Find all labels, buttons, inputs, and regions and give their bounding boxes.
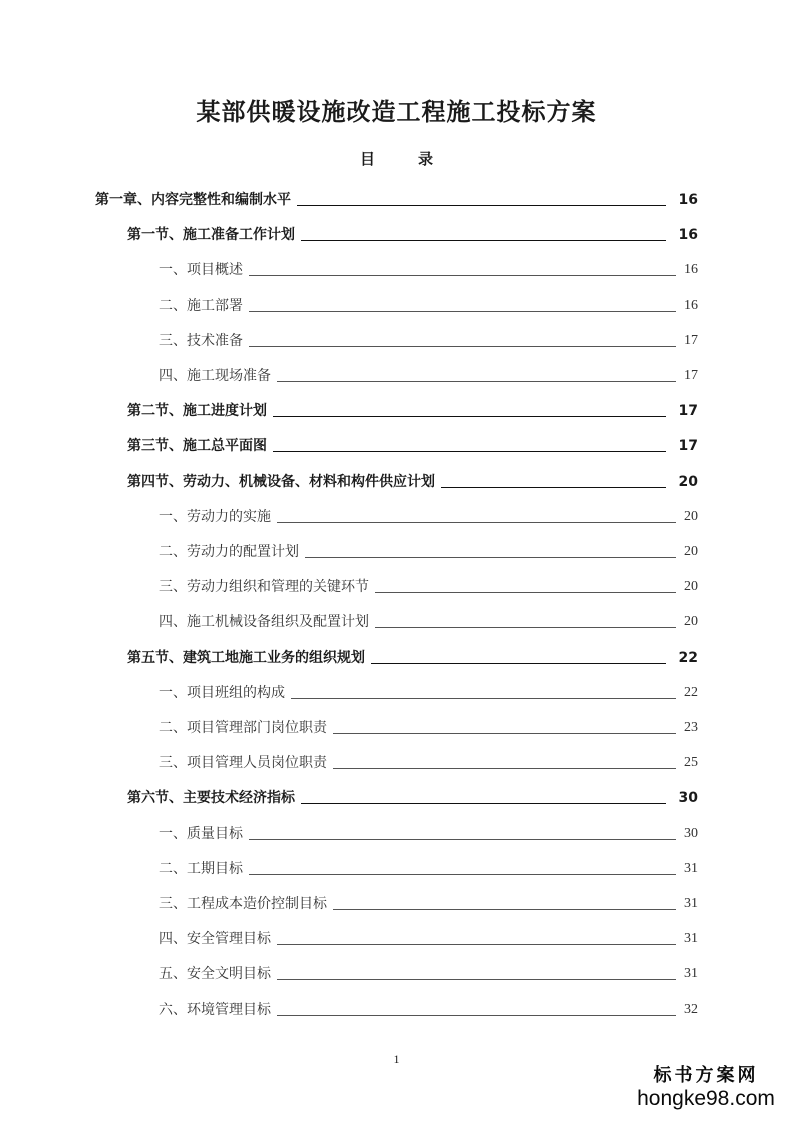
- toc-entry-label: 一、项目班组的构成: [159, 684, 285, 701]
- toc-entry-page: 16: [678, 192, 698, 208]
- toc-entry-label: 一、劳动力的实施: [159, 508, 271, 525]
- toc-entry-item[interactable]: [159, 563, 698, 598]
- toc-entry-item[interactable]: [159, 528, 698, 563]
- toc-entry-label: 第六节、主要技术经济指标: [127, 790, 295, 807]
- toc-entry-page: 16: [678, 227, 698, 244]
- toc-entry-label: 三、项目管理人员岗位职责: [159, 755, 327, 772]
- toc-entry-page: 17: [684, 368, 698, 383]
- toc-entry-page: 20: [684, 614, 698, 630]
- toc-entry-page: 22: [678, 649, 698, 666]
- toc-leader-line: [441, 486, 666, 488]
- document-title: 某部供暖设施改造工程施工投标方案: [196, 97, 597, 126]
- toc-entry-page: 30: [684, 825, 698, 841]
- toc-entry-label: 二、劳动力的配置计划: [159, 544, 299, 560]
- toc-entry-label: 一、项目概述: [159, 262, 243, 279]
- toc-entry-item[interactable]: [159, 810, 698, 845]
- toc-leader-line: [277, 1014, 676, 1016]
- toc-entry-label: 二、施工部署: [159, 297, 243, 314]
- toc-entry-section[interactable]: [127, 774, 698, 809]
- toc-entry-label: 六、环境管理目标: [159, 1001, 271, 1018]
- toc-entry-item[interactable]: [159, 880, 698, 915]
- toc-entry-page: 17: [678, 438, 698, 455]
- toc-leader-line: [333, 908, 676, 910]
- toc-entry-item[interactable]: [159, 739, 698, 774]
- toc-entry-chapter[interactable]: [95, 176, 698, 211]
- toc-entry-label: 四、施工现场准备: [159, 368, 271, 384]
- toc-entry-label: 四、安全管理目标: [159, 931, 271, 948]
- toc-entry-page: 17: [678, 403, 698, 420]
- toc-entry-item[interactable]: [159, 352, 698, 387]
- toc-entry-item[interactable]: [159, 282, 698, 317]
- toc-leader-line: [291, 697, 676, 699]
- toc-leader-line: [249, 310, 676, 312]
- toc-entry-label: 第一章、内容完整性和编制水平: [95, 192, 291, 208]
- toc-entry-page: 16: [684, 297, 698, 313]
- toc-leader-line: [301, 239, 666, 241]
- toc-leader-line: [375, 626, 676, 628]
- toc-entry-label: 第五节、建筑工地施工业务的组织规划: [127, 649, 365, 666]
- toc-entry-section[interactable]: [127, 458, 698, 493]
- toc-leader-line: [249, 873, 676, 875]
- page-number: 1: [393, 1052, 400, 1066]
- toc-entry-page: 32: [684, 1001, 698, 1017]
- toc-entry-label: 第一节、施工准备工作计划: [127, 227, 295, 244]
- toc-leader-line: [249, 274, 676, 276]
- toc-entry-section[interactable]: [127, 634, 698, 669]
- toc-entry-label: 一、质量目标: [159, 825, 243, 842]
- toc-entry-label: 四、施工机械设备组织及配置计划: [159, 614, 369, 631]
- toc-entry-item[interactable]: [159, 986, 698, 1021]
- toc-leader-line: [333, 767, 676, 769]
- toc-entry-item[interactable]: [159, 246, 698, 281]
- toc-entry-section[interactable]: [127, 211, 698, 246]
- toc-leader-line: [249, 345, 676, 347]
- toc-entry-item[interactable]: [159, 669, 698, 704]
- toc-leader-line: [375, 591, 676, 593]
- toc-leader-line: [297, 204, 666, 206]
- toc-entry-page: 31: [684, 896, 698, 911]
- toc-entry-item[interactable]: [159, 950, 698, 985]
- toc-entry-item[interactable]: [159, 915, 698, 950]
- toc-leader-line: [371, 662, 666, 664]
- toc-entry-item[interactable]: [159, 493, 698, 528]
- toc-entry-section[interactable]: [127, 387, 698, 422]
- toc-leader-line: [305, 556, 676, 558]
- watermark-logo: [631, 1065, 781, 1111]
- toc-leader-line: [277, 943, 676, 945]
- toc-entry-label: 第二节、施工进度计划: [127, 403, 267, 420]
- toc-leader-line: [273, 450, 666, 452]
- toc-entry-item[interactable]: [159, 317, 698, 352]
- toc-entry-item[interactable]: [159, 845, 698, 880]
- toc-leader-line: [277, 521, 676, 523]
- toc-entry-page: 17: [684, 332, 698, 348]
- toc-entry-label: 二、项目管理部门岗位职责: [159, 720, 327, 736]
- toc-leader-line: [333, 732, 676, 734]
- toc-leader-line: [273, 415, 666, 417]
- toc-entry-page: 31: [684, 966, 698, 982]
- toc-entry-label: 第四节、劳动力、机械设备、材料和构件供应计划: [127, 473, 435, 490]
- toc-entry-page: 23: [684, 720, 698, 735]
- toc-entry-item[interactable]: [159, 598, 698, 633]
- toc-entry-item[interactable]: [159, 704, 698, 739]
- toc-leader-line: [301, 802, 666, 804]
- toc-entry-label: 第三节、施工总平面图: [127, 438, 267, 455]
- toc-entry-label: 五、安全文明目标: [159, 966, 271, 983]
- toc-entry-page: 31: [684, 931, 698, 947]
- toc-entry-section[interactable]: [127, 422, 698, 457]
- toc-entry-page: 22: [684, 684, 698, 700]
- toc-heading: 目 录: [359, 150, 447, 168]
- toc-entry-label: 三、劳动力组织和管理的关键环节: [159, 579, 369, 596]
- toc-entry-page: 16: [684, 262, 698, 278]
- toc-entry-label: 三、工程成本造价控制目标: [159, 896, 327, 912]
- watermark-text-cn: 标书方案网: [653, 1065, 759, 1086]
- toc-leader-line: [249, 838, 676, 840]
- toc-entry-label: 二、工期目标: [159, 860, 243, 877]
- toc-entry-page: 20: [678, 473, 698, 490]
- toc-entry-page: 20: [684, 508, 698, 524]
- toc-entry-page: 20: [684, 544, 698, 559]
- toc-entry-page: 31: [684, 860, 698, 876]
- toc-entry-page: 30: [678, 790, 698, 807]
- toc-leader-line: [277, 380, 676, 382]
- watermark-text-url: hongke98.com: [637, 1087, 775, 1110]
- toc-entry-page: 20: [684, 579, 698, 595]
- toc-leader-line: [277, 978, 676, 980]
- toc-entry-page: 25: [684, 755, 698, 771]
- toc-entry-label: 三、技术准备: [159, 332, 243, 349]
